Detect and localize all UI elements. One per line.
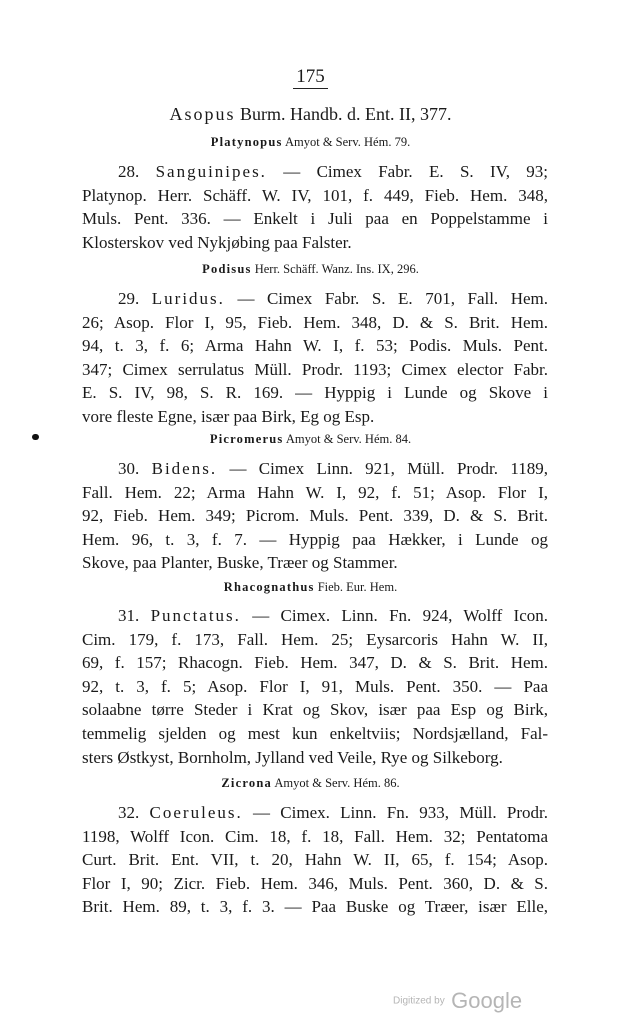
entry-line: Curt. Brit. Ent. VII, t. 20, Hahn W. II, 65, f. 154; Asop. xyxy=(82,850,548,870)
entry-line: vore fleste Egne, især paa Birk, Eg og Esp. xyxy=(82,406,375,426)
genus-heading: Podisus Herr. Schäff. Wanz. Ins. IX, 296. xyxy=(202,262,419,276)
entry-line: Brit. Hem. 89, t. 3, f. 3. — Paa Buske og Træer, især Elle, xyxy=(82,897,548,917)
entry-line: temmelig sjelden og mest kun enkeltviis; Nordsjælland, Fal- xyxy=(82,723,548,743)
entry-line: 347; Cimex serrulatus Müll. Prodr. 1193; Cimex elector Fabr. xyxy=(82,359,548,379)
entry-line: Klosterskov ved Nykjøbing paa Falster. xyxy=(82,232,352,252)
entry-line: solaabne tørre Steder i Krat og Skov, især paa Esp og Birk, xyxy=(82,700,548,720)
entry-line: 1198, Wolff Icon. Cim. 18, f. 18, Fall. Hem. 32; Pentatoma xyxy=(82,826,548,846)
entry-line: 26; Asop. Flor I, 95, Fieb. Hem. 348, D. & S. Brit. Hem. xyxy=(82,312,548,332)
digitized-by-google-watermark: Digitized by Google xyxy=(393,988,523,1013)
entry-line: Skove, paa Planter, Buske, Træer og Stammer. xyxy=(82,553,398,573)
entry-line: Platynop. Herr. Schäff. W. IV, 101, f. 449, Fieb. Hem. 348, xyxy=(82,185,548,205)
genus-heading: Rhacognathus Fieb. Eur. Hem. xyxy=(223,580,398,594)
page-number: 175 xyxy=(0,66,621,88)
entry-line: 31. Punctatus. — Cimex. Linn. Fn. 924, Wolff Icon. xyxy=(118,606,549,625)
entry-line: 29. Luridus. — Cimex Fabr. S. E. 701, Fall. Hem. xyxy=(118,289,549,308)
entry-line: Hem. 96, t. 3, f. 7. — Hyppig paa Hækker, i Lunde og xyxy=(82,529,548,549)
entry-line: 92, t. 3, f. 5; Asop. Flor I, 91, Muls. Pent. 350. — Paa xyxy=(82,676,548,696)
species-entry xyxy=(82,287,548,429)
genus-heading-asopus: Asopus Burm. Handb. d. Ent. II, 377. xyxy=(169,104,452,124)
entry-line: sters Østkyst, Bornholm, Jylland ved Veile, Rye og Silkeborg. xyxy=(82,747,503,767)
entry-line: 32. Coeruleus. — Cimex. Linn. Fn. 933, Müll. Prodr. xyxy=(118,803,549,822)
species-entry xyxy=(82,457,548,575)
species-entry xyxy=(82,801,548,919)
species-entry xyxy=(82,160,548,254)
entry-line: 30. Bidens. — Cimex Linn. 921, Müll. Prodr. 1189, xyxy=(118,459,548,478)
entry-line: 92, Fieb. Hem. 349; Picrom. Muls. Pent. 339, D. & S. Brit. xyxy=(82,506,548,526)
entry-line: 94, t. 3, f. 6; Arma Hahn W. I, f. 53; Podis. Muls. Pent. xyxy=(82,336,548,356)
species-entry xyxy=(82,604,548,769)
entry-line: 28. Sanguinipes. — Cimex Fabr. E. S. IV, 93; xyxy=(118,162,549,181)
genus-heading: Zicrona Amyot & Serv. Hém. 86. xyxy=(221,776,400,790)
genus-heading: Picromerus Amyot & Serv. Hém. 84. xyxy=(209,432,412,446)
entry-line: Cim. 179, f. 173, Fall. Hem. 25; Eysarcoris Hahn W. II, xyxy=(82,629,548,649)
entry-line: E. S. IV, 98, S. R. 169. — Hyppig i Lunde og Skove i xyxy=(82,383,548,403)
entry-line: Fall. Hem. 22; Arma Hahn W. I, 92, f. 51; Asop. Flor I, xyxy=(82,482,548,502)
entry-line: Flor I, 90; Zicr. Fieb. Hem. 346, Muls. Pent. 360, D. & S. xyxy=(82,873,548,893)
genus-heading: Platynopus Amyot & Serv. Hém. 79. xyxy=(210,135,411,149)
entry-line: Muls. Pent. 336. — Enkelt i Juli paa en Poppelstamme i xyxy=(82,209,548,229)
entry-line: 69, f. 157; Rhacogn. Fieb. Hem. 347, D. & S. Brit. Hem. xyxy=(82,653,548,673)
